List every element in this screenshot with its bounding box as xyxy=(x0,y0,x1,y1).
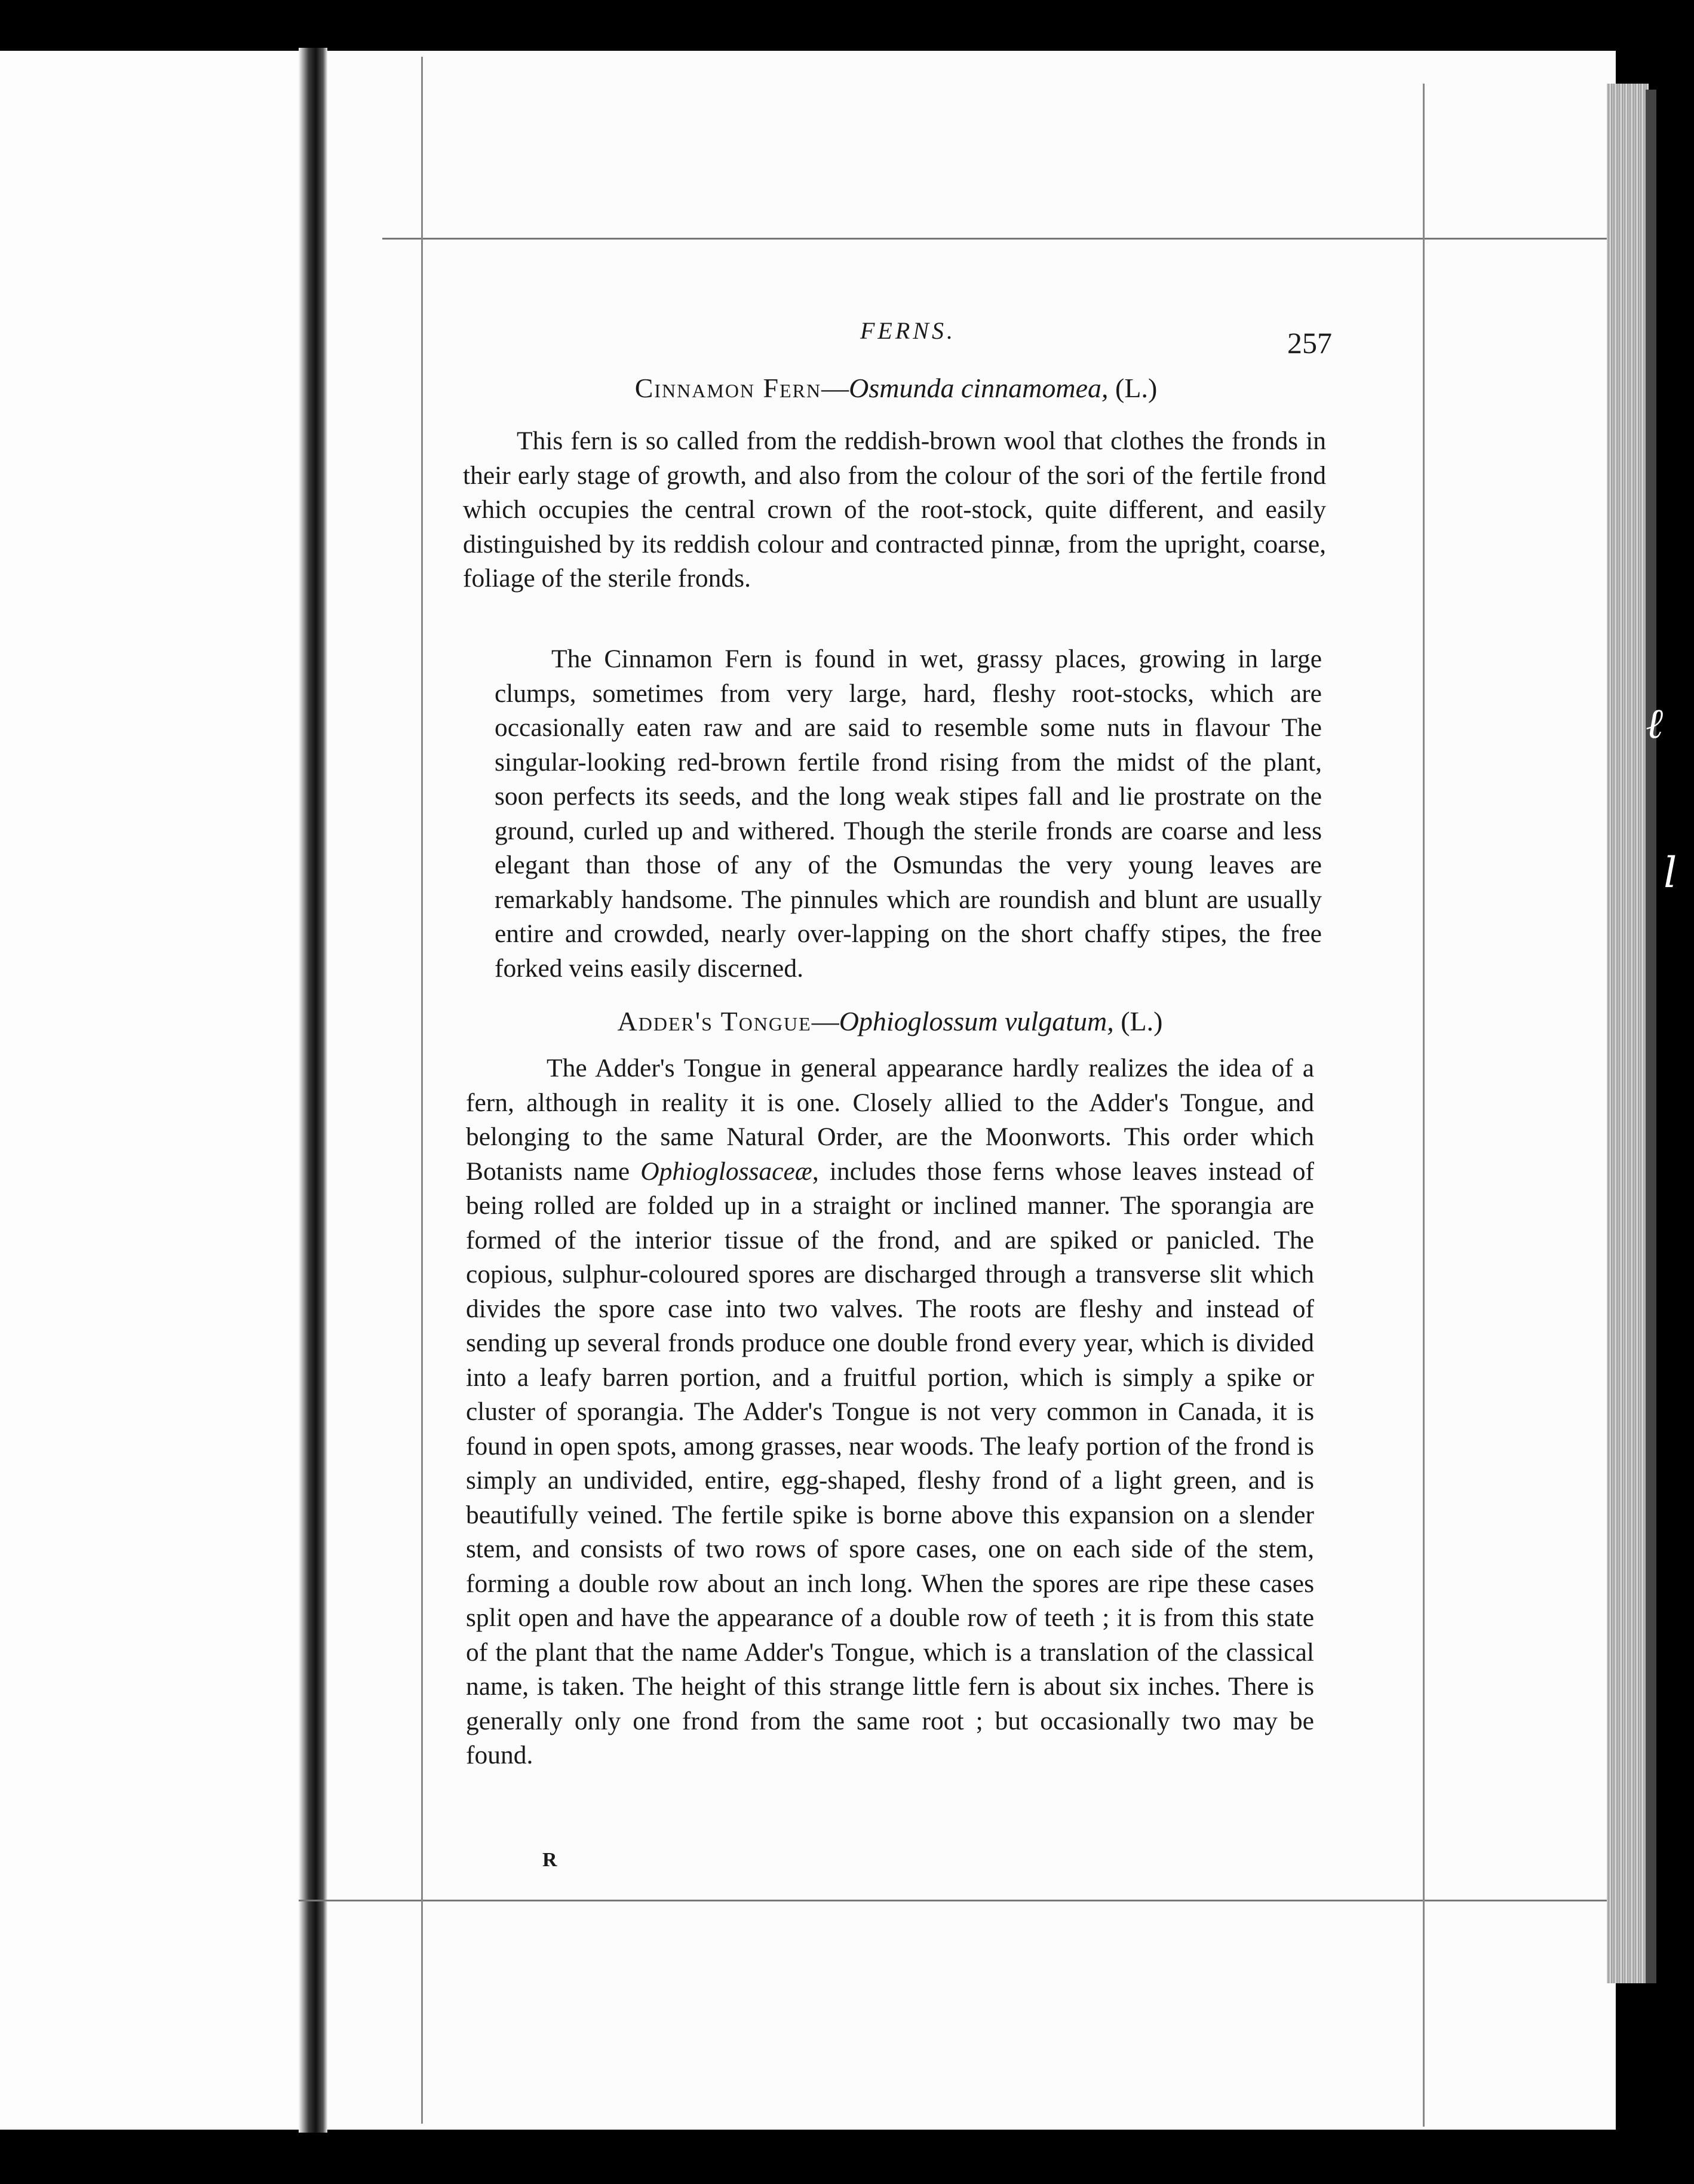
page-edges xyxy=(1607,84,1649,1983)
heading-latin-name: Osmunda cinnamomea, xyxy=(849,373,1109,403)
paragraph: This fern is so called from the reddish-brown wool that clothes the fronds in their early stage of growth, and also from the colour of the sori of the fertile frond which occupies the central crown of the root-stock, quite different, and easily distinguished by its reddish colour and contracted pinnæ, from the upright, coarse, foliage of the sterile fronds. xyxy=(463,427,1326,593)
signature-mark: R xyxy=(542,1849,557,1871)
left-rule xyxy=(421,57,423,2124)
heading-dash: — xyxy=(811,1006,839,1036)
heading-latin-name: Ophioglossum vulgatum, xyxy=(839,1006,1114,1036)
page-edge-shadow xyxy=(1646,90,1656,1983)
page-number: 257 xyxy=(1287,326,1332,360)
paragraph-text: , includes those ferns whose leaves instead of being rolled are folded up in a straight or inclined manner. The sporangia are formed of the interior tissue of the frond, and are spiked or panicled. The copious, sulphur-coloured spores are discharged through a transverse slit which divides the spore case into two valves. The roots are fleshy and instead of sending up several fronds produce one double frond every year, which is divided into a leafy barren portion, and a fruitful portion, which is simply a spike or cluster of sporangia. The Adder's Tongue is not very common in Canada, it is found in open spots, among grasses, near woods. The leafy portion of the frond is simply an undivided, entire, egg-shaped, fleshy frond of a light green, and is beautifully veined. The fertile spike is borne above this expansion on a slender stem, and consists of two rows of spore cases, one on each side of the stem, forming a double row about an inch long. When the spores are ripe these cases split open and have the appearance of a double row of teeth ; it is from this state of the plant that the name Adder's Tongue, which is a translation of the classical name, is taken. The height of this strange little fern is about six inches. There is generally only one frond from the same root ; but occasionally two may be found. xyxy=(466,1157,1315,1769)
heading-common-name: Adder's Tongue xyxy=(617,1006,812,1036)
paragraph-text: The Adder's Tongue in general appearance hardly realizes the idea of a fern, although in reality it is one. Closely allied to the Adder's Tongue, and belonging to the same Natural Order, are the Moonworts. This order which Botanists name xyxy=(466,1054,1314,1186)
bottom-rule xyxy=(299,1900,1607,1901)
heading-dash: — xyxy=(821,373,849,403)
right-rule xyxy=(1423,84,1425,2127)
heading-authority: (L.) xyxy=(1108,373,1158,403)
order-name-italic: Ophioglossaceæ xyxy=(640,1157,812,1186)
paragraph xyxy=(466,1051,1314,1773)
paragraph: The Cinnamon Fern is found in wet, grassy places, growing in large clumps, sometimes from very large, hard, fleshy root-stocks, which are occasionally eaten raw and are said to resemble some nuts in flavour The singular-looking red-brown fertile frond rising from the midst of the plant, soon perfects its seeds, and the long weak stipes fall and lie prostrate on the ground, curled up and withered. Though the sterile fronds are coarse and less elegant than those of any of the Osmundas the very young leaves are remarkably handsome. The pinnules which are roundish and blunt are usually entire and crowded, nearly over-lapping on the short chaffy stipes, the free forked veins easily discerned. xyxy=(495,645,1322,983)
running-head: FERNS. xyxy=(860,317,956,344)
heading-authority: (L.) xyxy=(1113,1006,1163,1036)
section-heading-adders-tongue xyxy=(454,1004,1326,1039)
margin-pencil-mark: ℓ xyxy=(1646,699,1664,748)
margin-pencil-mark: l xyxy=(1664,848,1677,897)
left-blank-page xyxy=(0,51,314,2130)
book-spine xyxy=(299,48,327,2133)
heading-common-name: Cinnamon Fern xyxy=(634,373,822,403)
section-heading-cinnamon-fern xyxy=(460,370,1332,406)
